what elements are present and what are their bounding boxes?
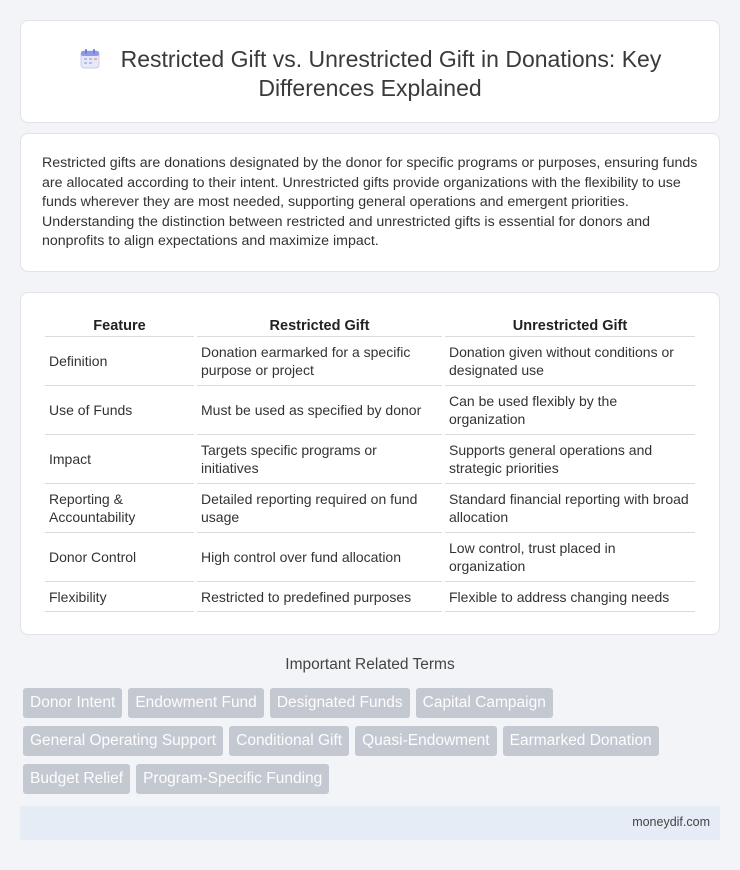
table-row: [45, 533, 695, 582]
related-term-tag[interactable]: Quasi-Endowment: [355, 726, 497, 756]
table-cell-restricted: Detailed reporting required on fund usage: [197, 484, 442, 533]
table-row: [45, 582, 695, 612]
table-cell-unrestricted: Flexible to address changing needs: [445, 582, 695, 612]
title-card: [20, 20, 720, 123]
related-terms-heading: Important Related Terms: [285, 656, 455, 673]
table-cell-unrestricted: Low control, trust placed in organization: [445, 533, 695, 582]
related-term-tag[interactable]: Program-Specific Funding: [136, 764, 329, 794]
table-cell-restricted: High control over fund allocation: [197, 533, 442, 582]
related-term-tag[interactable]: Earmarked Donation: [503, 726, 659, 756]
comparison-card: [20, 292, 720, 635]
table-cell-unrestricted: Standard financial reporting with broad allocation: [445, 484, 695, 533]
related-term-tag[interactable]: Donor Intent: [23, 688, 122, 718]
intro-paragraph: Restricted gifts are donations designated by the donor for specific programs or purposes, ensuring funds are allocated according to their intent. Unrestricted gifts provide organizations with the flexibility to use funds wherever they are most needed, supporting general operations and emergent priorities. Understanding the distinction between restricted and unrestricted gifts is essential for donors and nonprofits to align expectations and maximize impact.: [42, 155, 698, 250]
table-cell-feature: Donor Control: [45, 533, 194, 582]
footer-site-link[interactable]: moneydif.com: [632, 815, 710, 829]
calendar-icon: [79, 48, 101, 70]
table-row: [45, 337, 695, 386]
table-header-row: [45, 315, 695, 337]
table-cell-feature: Reporting & Accountability: [45, 484, 194, 533]
related-term-tag[interactable]: Designated Funds: [270, 688, 410, 718]
table-cell-restricted: Must be used as specified by donor: [197, 386, 442, 435]
related-term-tag[interactable]: General Operating Support: [23, 726, 223, 756]
related-terms-list: [23, 688, 703, 802]
page-title-wrap: [21, 45, 719, 103]
table-cell-feature: Impact: [45, 435, 194, 484]
footer-bar: [20, 806, 720, 840]
table-cell-unrestricted: Can be used flexibly by the organization: [445, 386, 695, 435]
table-cell-feature: Definition: [45, 337, 194, 386]
table-cell-feature: Use of Funds: [45, 386, 194, 435]
table-row: [45, 435, 695, 484]
table-cell-restricted: Donation earmarked for a specific purpose or project: [197, 337, 442, 386]
intro-card: [20, 133, 720, 272]
table-cell-unrestricted: Donation given without conditions or designated use: [445, 337, 695, 386]
related-term-tag[interactable]: Budget Relief: [23, 764, 130, 794]
column-header: Restricted Gift: [197, 315, 442, 337]
related-term-tag[interactable]: Endowment Fund: [128, 688, 264, 718]
related-term-tag[interactable]: Conditional Gift: [229, 726, 349, 756]
column-header: Feature: [45, 315, 194, 337]
table-cell-unrestricted: Supports general operations and strategic priorities: [445, 435, 695, 484]
table-cell-restricted: Restricted to predefined purposes: [197, 582, 442, 612]
table-row: [45, 386, 695, 435]
table-cell-restricted: Targets specific programs or initiatives: [197, 435, 442, 484]
table-row: [45, 484, 695, 533]
page-title: Restricted Gift vs. Unrestricted Gift in Donations: Key Differences Explained: [120, 46, 662, 101]
related-term-tag[interactable]: Capital Campaign: [416, 688, 553, 718]
comparison-table: [42, 315, 698, 612]
column-header: Unrestricted Gift: [445, 315, 695, 337]
table-cell-feature: Flexibility: [45, 582, 194, 612]
